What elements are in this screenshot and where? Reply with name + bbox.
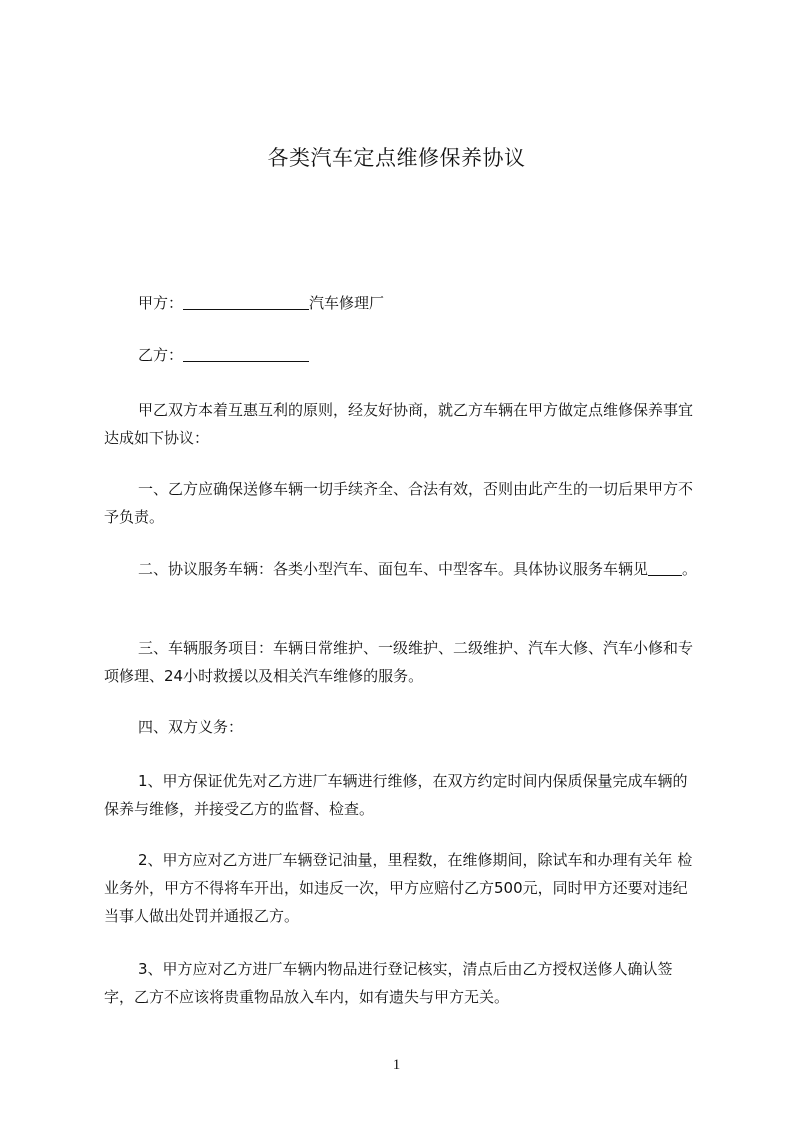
obligation-three: 3、甲方应对乙方进厂车辆内物品进行登记核实，清点后由乙方授权送修人确认签字，乙方不应该将贵重物品放入车内，如有遗失与甲方无关。 xyxy=(104,960,673,1006)
party-b-line xyxy=(104,341,700,369)
party-b-blank-field xyxy=(183,345,309,362)
page-number: 1 xyxy=(392,1057,401,1073)
obligation-one: 1、甲方保证优先对乙方进厂车辆进行维修，在双方约定时间内保质保量完成车辆的保养与维修，并接受乙方的监督、检查。 xyxy=(104,772,688,818)
clause-two xyxy=(104,555,700,583)
party-a-blank-field xyxy=(183,293,309,310)
intro-paragraph: 甲乙双方本着互惠互利的原则，经友好协商，就乙方车辆在甲方做定点维修保养事宜达成如下协议： xyxy=(104,401,694,447)
party-b-label: 乙方： xyxy=(138,346,184,364)
party-a-line xyxy=(104,289,700,317)
document-title: 各类汽车定点维修保养协议 xyxy=(267,146,526,170)
party-a-label: 甲方： xyxy=(138,294,184,312)
clause-three: 三、车辆服务项目：车辆日常维护、一级维护、二级维护、汽车大修、汽车小修和专项修理、24小时救援以及相关汽车维修的服务。 xyxy=(104,639,694,685)
clause-two-blank-field xyxy=(648,559,682,576)
clause-two-end: 。 xyxy=(682,560,698,578)
clause-four-heading: 四、双方义务： xyxy=(138,718,244,736)
party-a-suffix: 汽车修理厂 xyxy=(309,294,385,312)
obligation-two: 2、甲方应对乙方进厂车辆登记油量，里程数，在维修期间，除试车和办理有关年 检业务外，甲方不得将车开出，如违反一次，甲方应赔付乙方500元，同时甲方还要对违纪当事人做出处罚并通报乙方。 xyxy=(104,851,693,925)
clause-two-text: 二、协议服务车辆：各类小型汽车、面包车、中型客车。具体协议服务车辆见 xyxy=(138,560,649,578)
clause-one: 一、乙方应确保送修车辆一切手续齐全、合法有效，否则由此产生的一切后果甲方不予负责。 xyxy=(104,480,694,526)
